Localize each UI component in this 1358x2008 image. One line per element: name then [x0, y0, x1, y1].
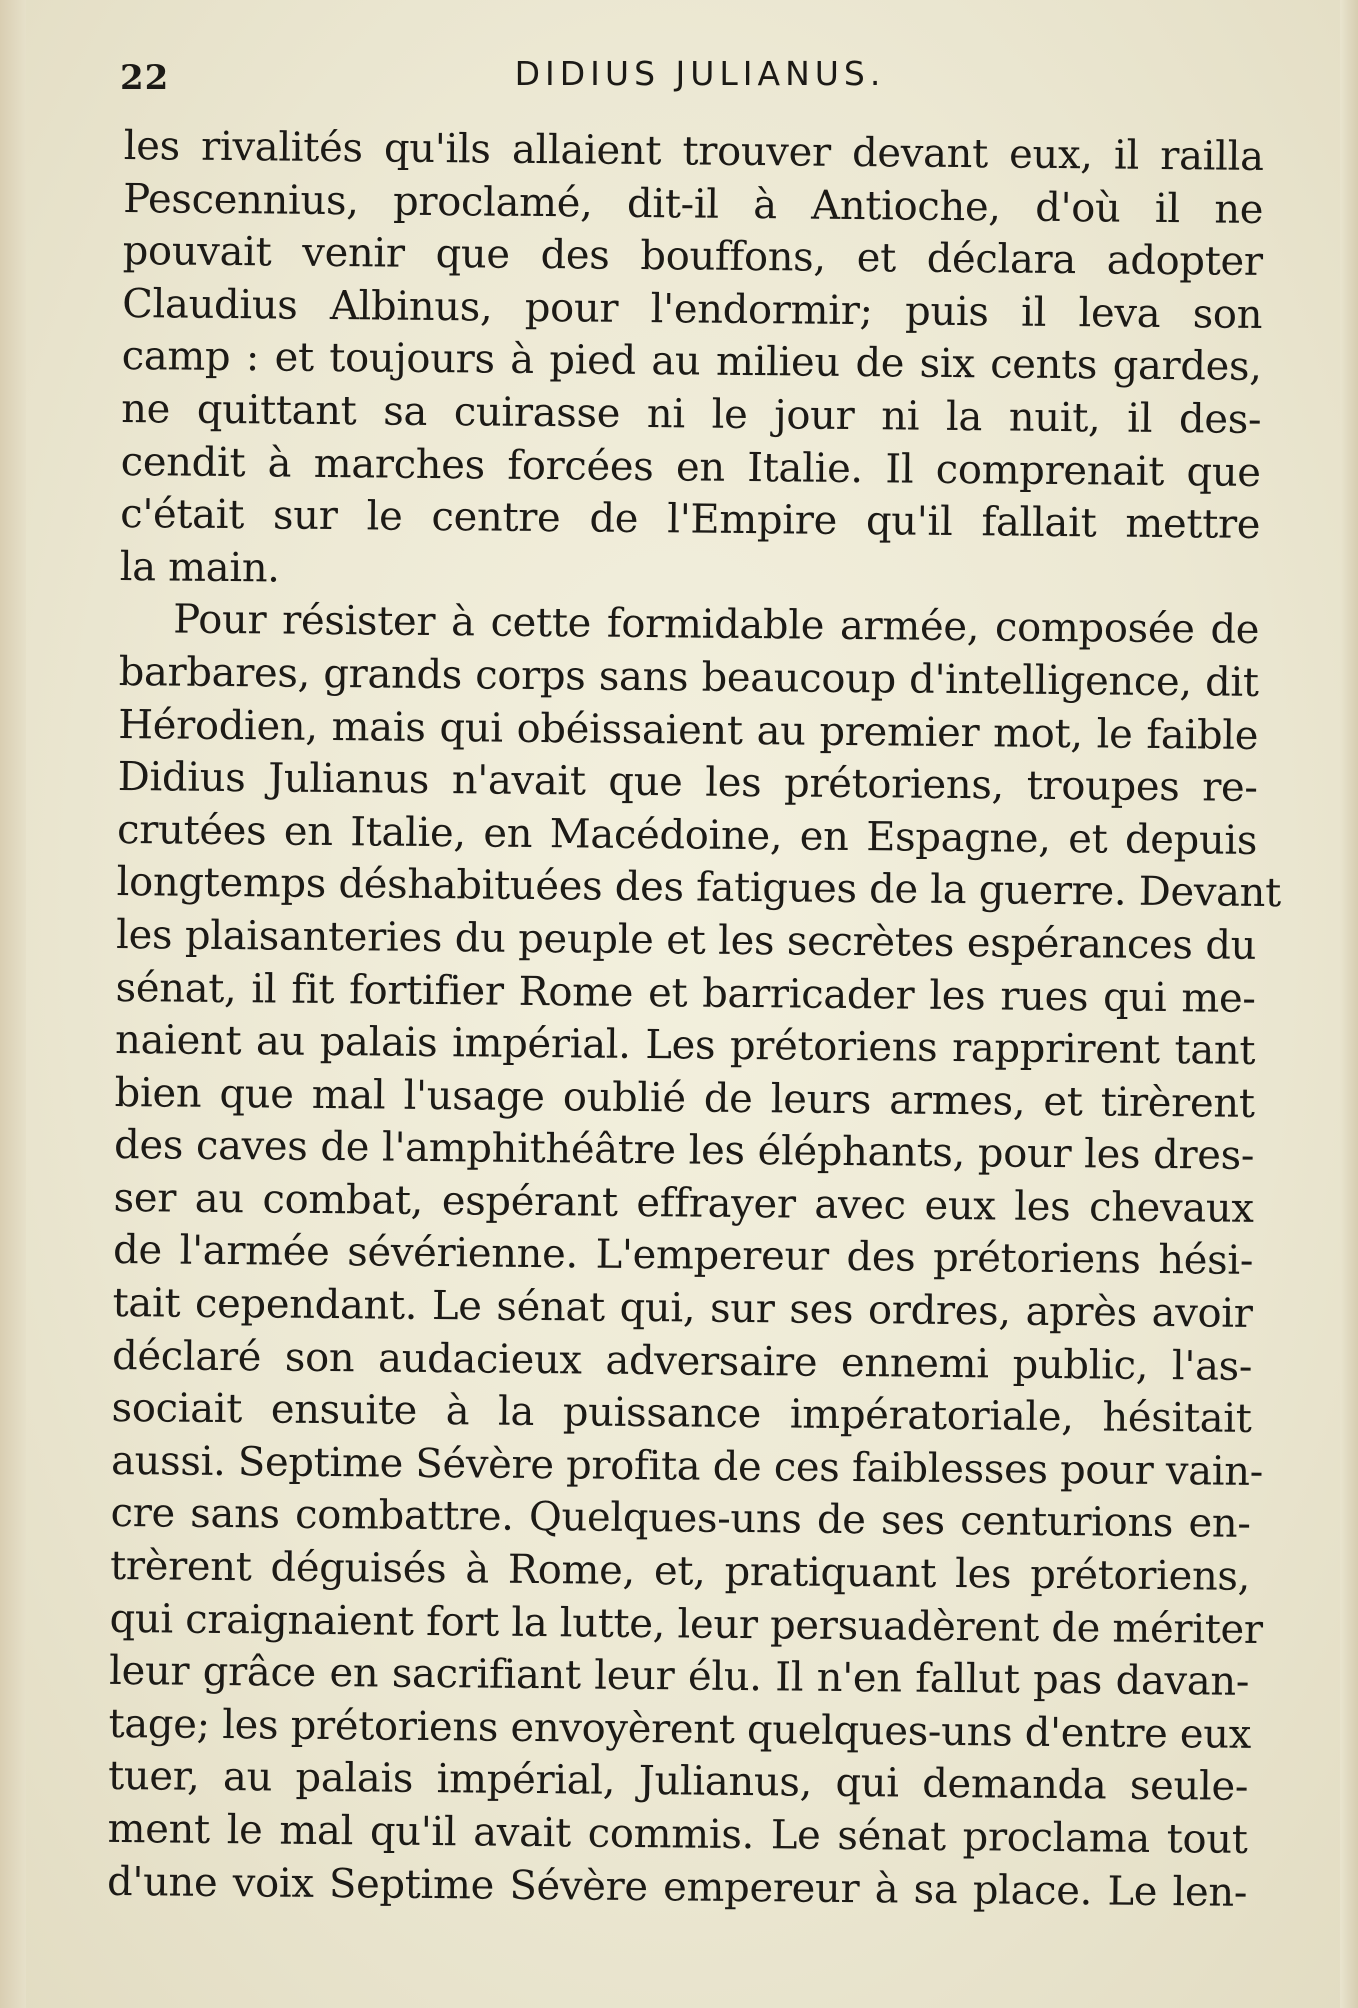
text-line: Hérodien, mais qui obéissaient au premier mot, le faible	[117, 701, 1259, 759]
text-line: ment le mal qu'il avait commis. Le sénat proclama tout	[107, 1805, 1248, 1863]
paragraph-1	[119, 120, 1263, 604]
text-line: déclaré son audacieux adversaire ennemi public, l'as-	[111, 1332, 1253, 1390]
text-line: sociait ensuite à la puissance impératoriale, hésitait	[111, 1385, 1252, 1443]
text-line: barbares, grands corps sans beaucoup d'intelligence, dit	[118, 648, 1259, 706]
text-line: bien que mal l'usage oublié de leurs armes, et tirèrent	[114, 1069, 1255, 1127]
text-line: les rivalités qu'ils allaient trouver devant eux, il railla	[123, 122, 1264, 180]
text-line: trèrent déguisés à Rome, et, pratiquant les prétoriens,	[109, 1542, 1251, 1600]
text-line: Didius Julianus n'avait que les prétoriens, troupes re-	[117, 754, 1258, 812]
text-line: de l'armée sévérienne. L'empereur des prétoriens hési-	[112, 1227, 1254, 1285]
text-line: tait cependant. Le sénat qui, sur ses ordres, après avoir	[112, 1280, 1253, 1337]
text-line: d'une voix Septime Sévère empereur à sa place. Le len-	[106, 1858, 1248, 1916]
page-number: 22	[120, 58, 170, 98]
text-line: sénat, il fit fortifier Rome et barricader les rues qui me-	[115, 964, 1256, 1022]
body-text	[106, 120, 1282, 1919]
text-line: ser au combat, espérant effrayer avec eux les chevaux	[113, 1174, 1254, 1232]
text-line: c'était sur le centre de l'Empire qu'il fallait mettre	[119, 491, 1261, 549]
text-line: camp : et toujours à pied au milieu de six cents gardes,	[121, 333, 1262, 391]
text-line: pouvait venir que des bouffons, et déclara adopter	[122, 228, 1263, 286]
text-line: Claudius Albinus, pour l'endormir; puis il leva son	[122, 280, 1263, 338]
running-title: DIDIUS JULIANUS.	[514, 54, 886, 93]
text-line: naient au palais impérial. Les prétoriens rapprirent tant	[114, 1017, 1256, 1074]
running-head	[120, 50, 1280, 100]
text-line: Pescennius, proclamé, dit-il à Antioche, d'où il ne	[123, 175, 1264, 233]
text-line: des caves de l'amphithéâtre les éléphants, pour les dres-	[113, 1122, 1255, 1180]
text-line: longtemps déshabituées des fatigues de la guerre. Devant	[116, 859, 1282, 917]
text-line: qui craignaient fort la lutte, leur persuadèrent de mériter	[109, 1595, 1263, 1653]
text-line: les plaisanteries du peuple et les secrètes espérances du	[115, 911, 1257, 969]
paragraph-2	[106, 593, 1282, 1919]
text-line: la main.	[119, 543, 280, 592]
text-line: cre sans combattre. Quelques-uns de ses centurions en-	[110, 1490, 1251, 1548]
text-line: tuer, au palais impérial, Julianus, qui demanda seule-	[107, 1753, 1249, 1811]
text-line: leur grâce en sacrifiant leur élu. Il n'en fallut pas davan-	[108, 1648, 1250, 1706]
text-line: ne quittant sa cuirasse ni le jour ni la nuit, il des-	[121, 385, 1262, 443]
text-line: cendit à marches forcées en Italie. Il comprenait que	[120, 438, 1261, 496]
text-line: aussi. Septime Sévère profita de ces faiblesses pour vain-	[110, 1437, 1264, 1495]
text-line: crutées en Italie, en Macédoine, en Espagne, et depuis	[116, 806, 1258, 864]
text-line: tage; les prétoriens envoyèrent quelques-uns d'entre eux	[108, 1700, 1252, 1758]
text-line: Pour résister à cette formidable armée, composée de	[172, 596, 1260, 654]
